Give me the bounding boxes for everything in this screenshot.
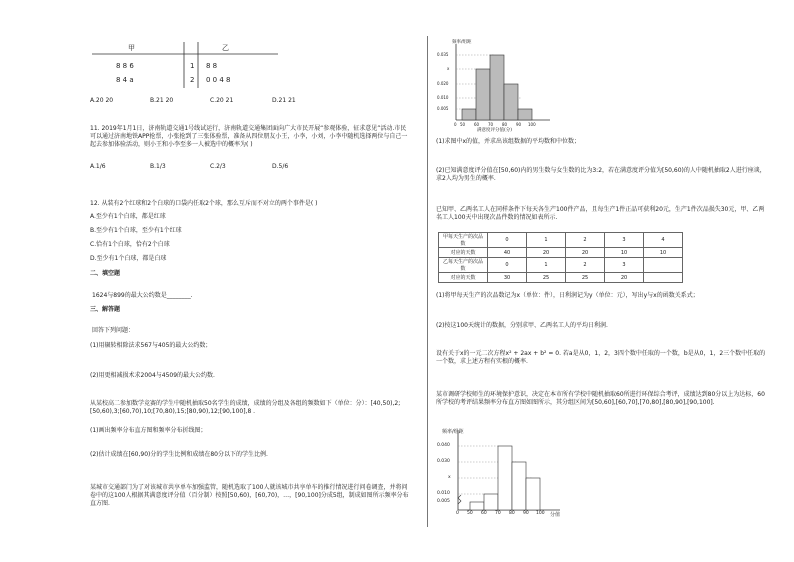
- stem-row-2-right: 0 0 4 8: [206, 76, 231, 84]
- table-cell: 3: [605, 233, 644, 248]
- table-cell: 25: [527, 273, 566, 283]
- chart1-xtick-0: 0: [454, 122, 457, 127]
- section-answer: 三、解答题: [90, 306, 121, 313]
- bar-90-100: [518, 109, 532, 120]
- table-cell: 甲每天生产的次品数: [439, 233, 488, 248]
- chart2-xtick-90: 90: [523, 511, 529, 516]
- q13-text: 1624与899的最大公约数是________.: [92, 292, 193, 299]
- bar-80-90: [504, 84, 518, 120]
- chart1-xtick-100: 100: [528, 122, 536, 127]
- chart1-xtick-70: 70: [488, 122, 494, 127]
- table-cell: 0: [488, 233, 527, 248]
- q17-part-1: (1)将甲每天生产的次品数记为x（单位：件），日利润记为y（单位：元），写出y与x的函数关系式；: [436, 292, 699, 299]
- q12-option-b: B.至少有1个白球，至少有1个红球: [90, 227, 182, 234]
- chart2-xtick-60: 60: [481, 511, 487, 516]
- table-row: [439, 273, 683, 283]
- stem-row-2-left: 8 4 a: [116, 76, 134, 84]
- q19-text: 某市调研学校师生的环境保护意识，决定在本市所有学校中随机抽取60所进行环保综合考评，成绩达到80分以上为达标，60所学校的考评结果频率分布直方图如图所示，其分组区间为[50,60],[60,70],[70,80],[80,90],[90,100].: [436, 391, 765, 406]
- table-cell: 20: [566, 248, 605, 258]
- q17-part-2: (2)按这100天统计的数据，分别求甲、乙两名工人的平均日利润.: [436, 322, 608, 329]
- bar-80-90: [512, 462, 526, 510]
- q14-intro: 回答下列问题：: [92, 327, 135, 334]
- chart1-xtick-80: 80: [502, 122, 508, 127]
- table-cell: 20: [527, 248, 566, 258]
- chart1-ytick-5: 0.005: [437, 106, 449, 111]
- table-cell: 4: [644, 233, 683, 248]
- chart2-xtick-50: 50: [467, 511, 473, 516]
- q12-option-d: D.至少有1个白球，都是白球: [90, 255, 167, 262]
- table-cell: 对应的天数: [439, 248, 488, 258]
- chart2-ytick-3: x: [448, 475, 451, 480]
- q11-option-d: D.5/6: [272, 163, 289, 170]
- q10-option-d: D.21 21: [272, 97, 296, 104]
- chart2-xtick-100: 100: [536, 511, 545, 516]
- histogram-chart-1: [434, 38, 554, 134]
- stem-row-2-stem: 2: [190, 76, 195, 84]
- table-row: [439, 233, 683, 248]
- chart2-xtick-80: 80: [509, 511, 515, 516]
- chart2-ytick-4: 0.010: [437, 491, 450, 496]
- q12-text: 12. 从装有2个红球和2个白球的口袋内任取2个球，那么互斥而不对立的两个事件是( ): [90, 200, 318, 207]
- chart2-ylabel: 频率/组距: [442, 429, 464, 435]
- q14-part-1: (1)用辗转相除法求567与405的最大公约数；: [90, 342, 212, 349]
- stem-row-1-stem: 1: [190, 62, 195, 70]
- q11-option-b: B.1/3: [150, 163, 166, 170]
- q15-text: 从某校高二参加数学竞赛的学生中随机抽取50名学生的成绩，成绩的分组及各组的频数如下（单位：分）：[40,50),2;[50,60),3;[60,70),10;[70,80),15;[80,90),12;[90,100],8 .: [90, 400, 401, 415]
- chart2-xlabel: 分值: [550, 512, 561, 518]
- bar-60-70: [476, 69, 490, 120]
- bar-60-70: [484, 494, 498, 510]
- chart1-xtick-50: 50: [460, 122, 466, 127]
- q16-part-1: (1)求图中x的值，并求出该组数据的平均数和中位数；: [436, 138, 581, 145]
- stem-row-1-right: 8 8: [206, 62, 218, 70]
- table-cell: [644, 273, 683, 283]
- column-divider: [427, 36, 428, 527]
- q16-text: 某城市交通部门为了对该城市共享单车加强监管，随机选取了100人就该城市共享单车的推行情况进行问卷调查，并将问卷中的这100人根据其满意度评分值（百分制）按照[50,60)，[60,70)，…，[90,100]分成5组，制成如图所示频率分布直方图.: [90, 484, 409, 507]
- q11-text: 11. 2019年1月1日，济南轨道交通1号线试运行，济南轨道交通集团面向广大市民开展“参观体验，征求意见”活动.市民可以通过济南地铁APP抢票，小张抢到了三张体验票，准备从四位朋友小王，小李，小刘，小李中随机选择两位与自己一起去参加体验活动，则小王和小李至多一人被选中的概率为( ): [90, 125, 408, 148]
- q11-option-c: C.2/3: [210, 163, 226, 170]
- table-cell: 乙每天生产的次品数: [439, 258, 488, 273]
- table-cell: 10: [644, 248, 683, 258]
- q12-option-a: A.至少有1个白球，都是红球: [90, 213, 166, 220]
- table-cell: 30: [488, 273, 527, 283]
- q18-text: 设有关于x的一元二次方程x² + 2ax + b² = 0. 若a是从0，1，2，3四个数中任取的一个数，b是从0，1，2三个数中任取的一个数，求上述方程有实根的概率.: [436, 350, 766, 365]
- defect-table: [438, 232, 683, 283]
- chart1-ytick-2: x: [447, 66, 450, 71]
- table-cell: 40: [488, 248, 527, 258]
- table-cell: 10: [605, 248, 644, 258]
- chart2-xtick-70: 70: [495, 511, 501, 516]
- histogram-chart-2: [430, 424, 570, 524]
- q16-part-2: (2)已知满意度评分值在[50,60)内的男生数与女生数的比为3:2，若在满意度评分值为[50,60)的人中随机抽取2人进行座谈，求2人均为男生的概率.: [436, 167, 766, 182]
- q10-option-c: C.20 21: [210, 97, 234, 104]
- chart2-ytick-1: 0.040: [437, 443, 450, 448]
- q10-option-b: B.21 20: [150, 97, 174, 104]
- table-cell: 对应的天数: [439, 273, 488, 283]
- table-cell: 1: [527, 258, 566, 273]
- chart1-ylabel: 频率/组距: [452, 40, 472, 45]
- table-cell: 25: [566, 273, 605, 283]
- bar-70-80: [490, 55, 504, 120]
- chart2-ytick-2: 0.030: [437, 459, 450, 464]
- table-cell: 20: [605, 273, 644, 283]
- chart1-ytick-4: 0.010: [437, 95, 449, 100]
- stem-header-left: 甲: [128, 44, 135, 52]
- bar-90-100: [526, 478, 540, 510]
- chart1-xtick-60: 60: [474, 122, 480, 127]
- table-cell: [644, 258, 683, 273]
- table-cell: 1: [527, 233, 566, 248]
- bar-50-60: [470, 502, 484, 510]
- table-cell: 2: [566, 258, 605, 273]
- chart2-xtick-0: 0: [456, 511, 459, 516]
- section-fill-in: 二、填空题: [90, 270, 121, 277]
- chart1-ytick-3: 0.020: [437, 81, 449, 86]
- chart2-ytick-5: 0.005: [437, 499, 450, 504]
- stem-header-right: 乙: [222, 44, 229, 52]
- q11-option-a: A.1/6: [90, 163, 106, 170]
- chart1-xlabel: 满意度评分值(分): [477, 128, 513, 133]
- chart1-xtick-90: 90: [516, 122, 522, 127]
- q15-part-1: (1)画出频率分布直方图和频率分布折线图；: [90, 427, 207, 434]
- q12-option-c: C.恰有1个白球，恰有2个白球: [90, 241, 170, 248]
- q15-part-2: (2)估计成绩在[60,90)分的学生比例和成绩在80分以下的学生比例.: [90, 451, 268, 458]
- chart1-ytick-1: 0.035: [437, 52, 449, 57]
- bar-50-60: [462, 109, 476, 120]
- table-cell: 3: [605, 258, 644, 273]
- q17-text: 已知甲、乙两名工人在同样条件下每天各生产100件产品，且每生产1件正品可获利20元，生产1件次品损失30元，甲、乙两名工人100天中出现次品件数的情况如表所示.: [436, 206, 765, 221]
- table-cell: 0: [488, 258, 527, 273]
- stem-row-1-left: 8 8 6: [116, 62, 134, 70]
- table-row: [439, 258, 683, 273]
- table-row: [439, 248, 683, 258]
- bar-70-80: [498, 446, 512, 510]
- table-cell: 2: [566, 233, 605, 248]
- q10-option-a: A.20 20: [90, 97, 114, 104]
- q14-part-2: (2)用更相减损术求2004与4509的最大公约数.: [90, 372, 215, 379]
